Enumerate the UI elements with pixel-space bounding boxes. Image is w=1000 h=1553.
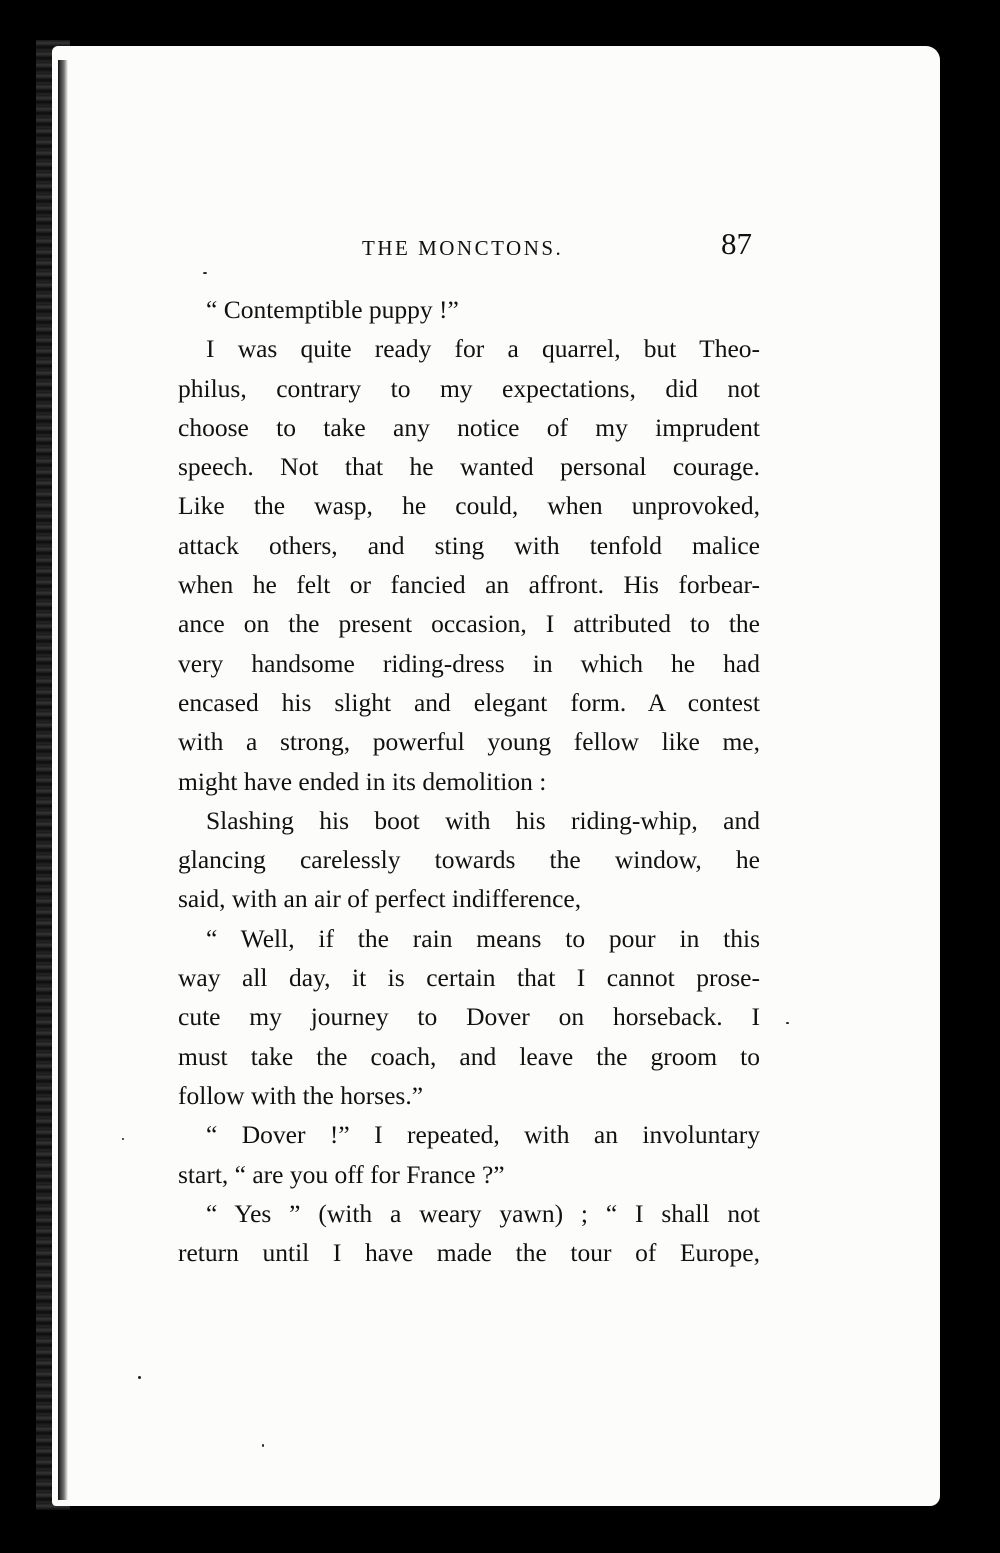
text-line: must take the coach, and leave the groom to: [178, 1041, 760, 1071]
text-line: “ Contemptible puppy !”: [206, 295, 459, 324]
text-line: might have ended in its demolition :: [178, 766, 547, 796]
text-line: I was quite ready for a quarrel, but Theo-: [206, 334, 760, 364]
text-line: ance on the present occasion, I attributed to the: [178, 609, 760, 639]
text-line: when he felt or fancied an affront. His forbear-: [178, 570, 760, 600]
text-line: attack others, and sting with tenfold malice: [178, 530, 760, 560]
text-line: with a strong, powerful young fellow like me,: [178, 727, 760, 757]
scan-speck: [203, 272, 207, 274]
text-line: follow with the horses.”: [178, 1080, 424, 1110]
page-number: 87: [721, 226, 752, 261]
text-line: choose to take any notice of my imprudent: [178, 412, 760, 442]
text-line: “ Well, if the rain means to pour in this: [206, 923, 760, 953]
scan-speck: [786, 1022, 789, 1024]
body-text: [178, 290, 760, 1272]
text-line: said, with an air of perfect indifference,: [178, 884, 582, 914]
text-line: Like the wasp, he could, when unprovoked,: [178, 491, 760, 521]
text-line: cute my journey to Dover on horseback. I: [178, 1002, 760, 1032]
text-line: “ Yes ” (with a weary yawn) ; “ I shall not: [206, 1198, 760, 1228]
text-line: glancing carelessly towards the window, he: [178, 845, 760, 875]
text-line: return until I have made the tour of Europe,: [178, 1238, 760, 1268]
text-line: start, “ are you off for France ?”: [178, 1159, 505, 1189]
text-line: Slashing his boot with his riding-whip, and: [206, 805, 760, 835]
text-line: philus, contrary to my expectations, did not: [178, 373, 760, 403]
scan-speck: [138, 1376, 141, 1379]
scan-speck: [262, 1444, 264, 1447]
text-line: “ Dover !” I repeated, with an involuntary: [206, 1120, 760, 1150]
text-line: encased his slight and elegant form. A contest: [178, 687, 760, 717]
page-gutter-shadow: [58, 60, 68, 1500]
text-line: speech. Not that he wanted personal courage.: [178, 452, 760, 482]
text-line: very handsome riding-dress in which he had: [178, 648, 760, 678]
scan-speck: [122, 1138, 124, 1140]
text-line: way all day, it is certain that I cannot prose-: [178, 963, 760, 993]
page-header: [170, 226, 760, 270]
running-title: THE MONCTONS.: [362, 236, 564, 260]
